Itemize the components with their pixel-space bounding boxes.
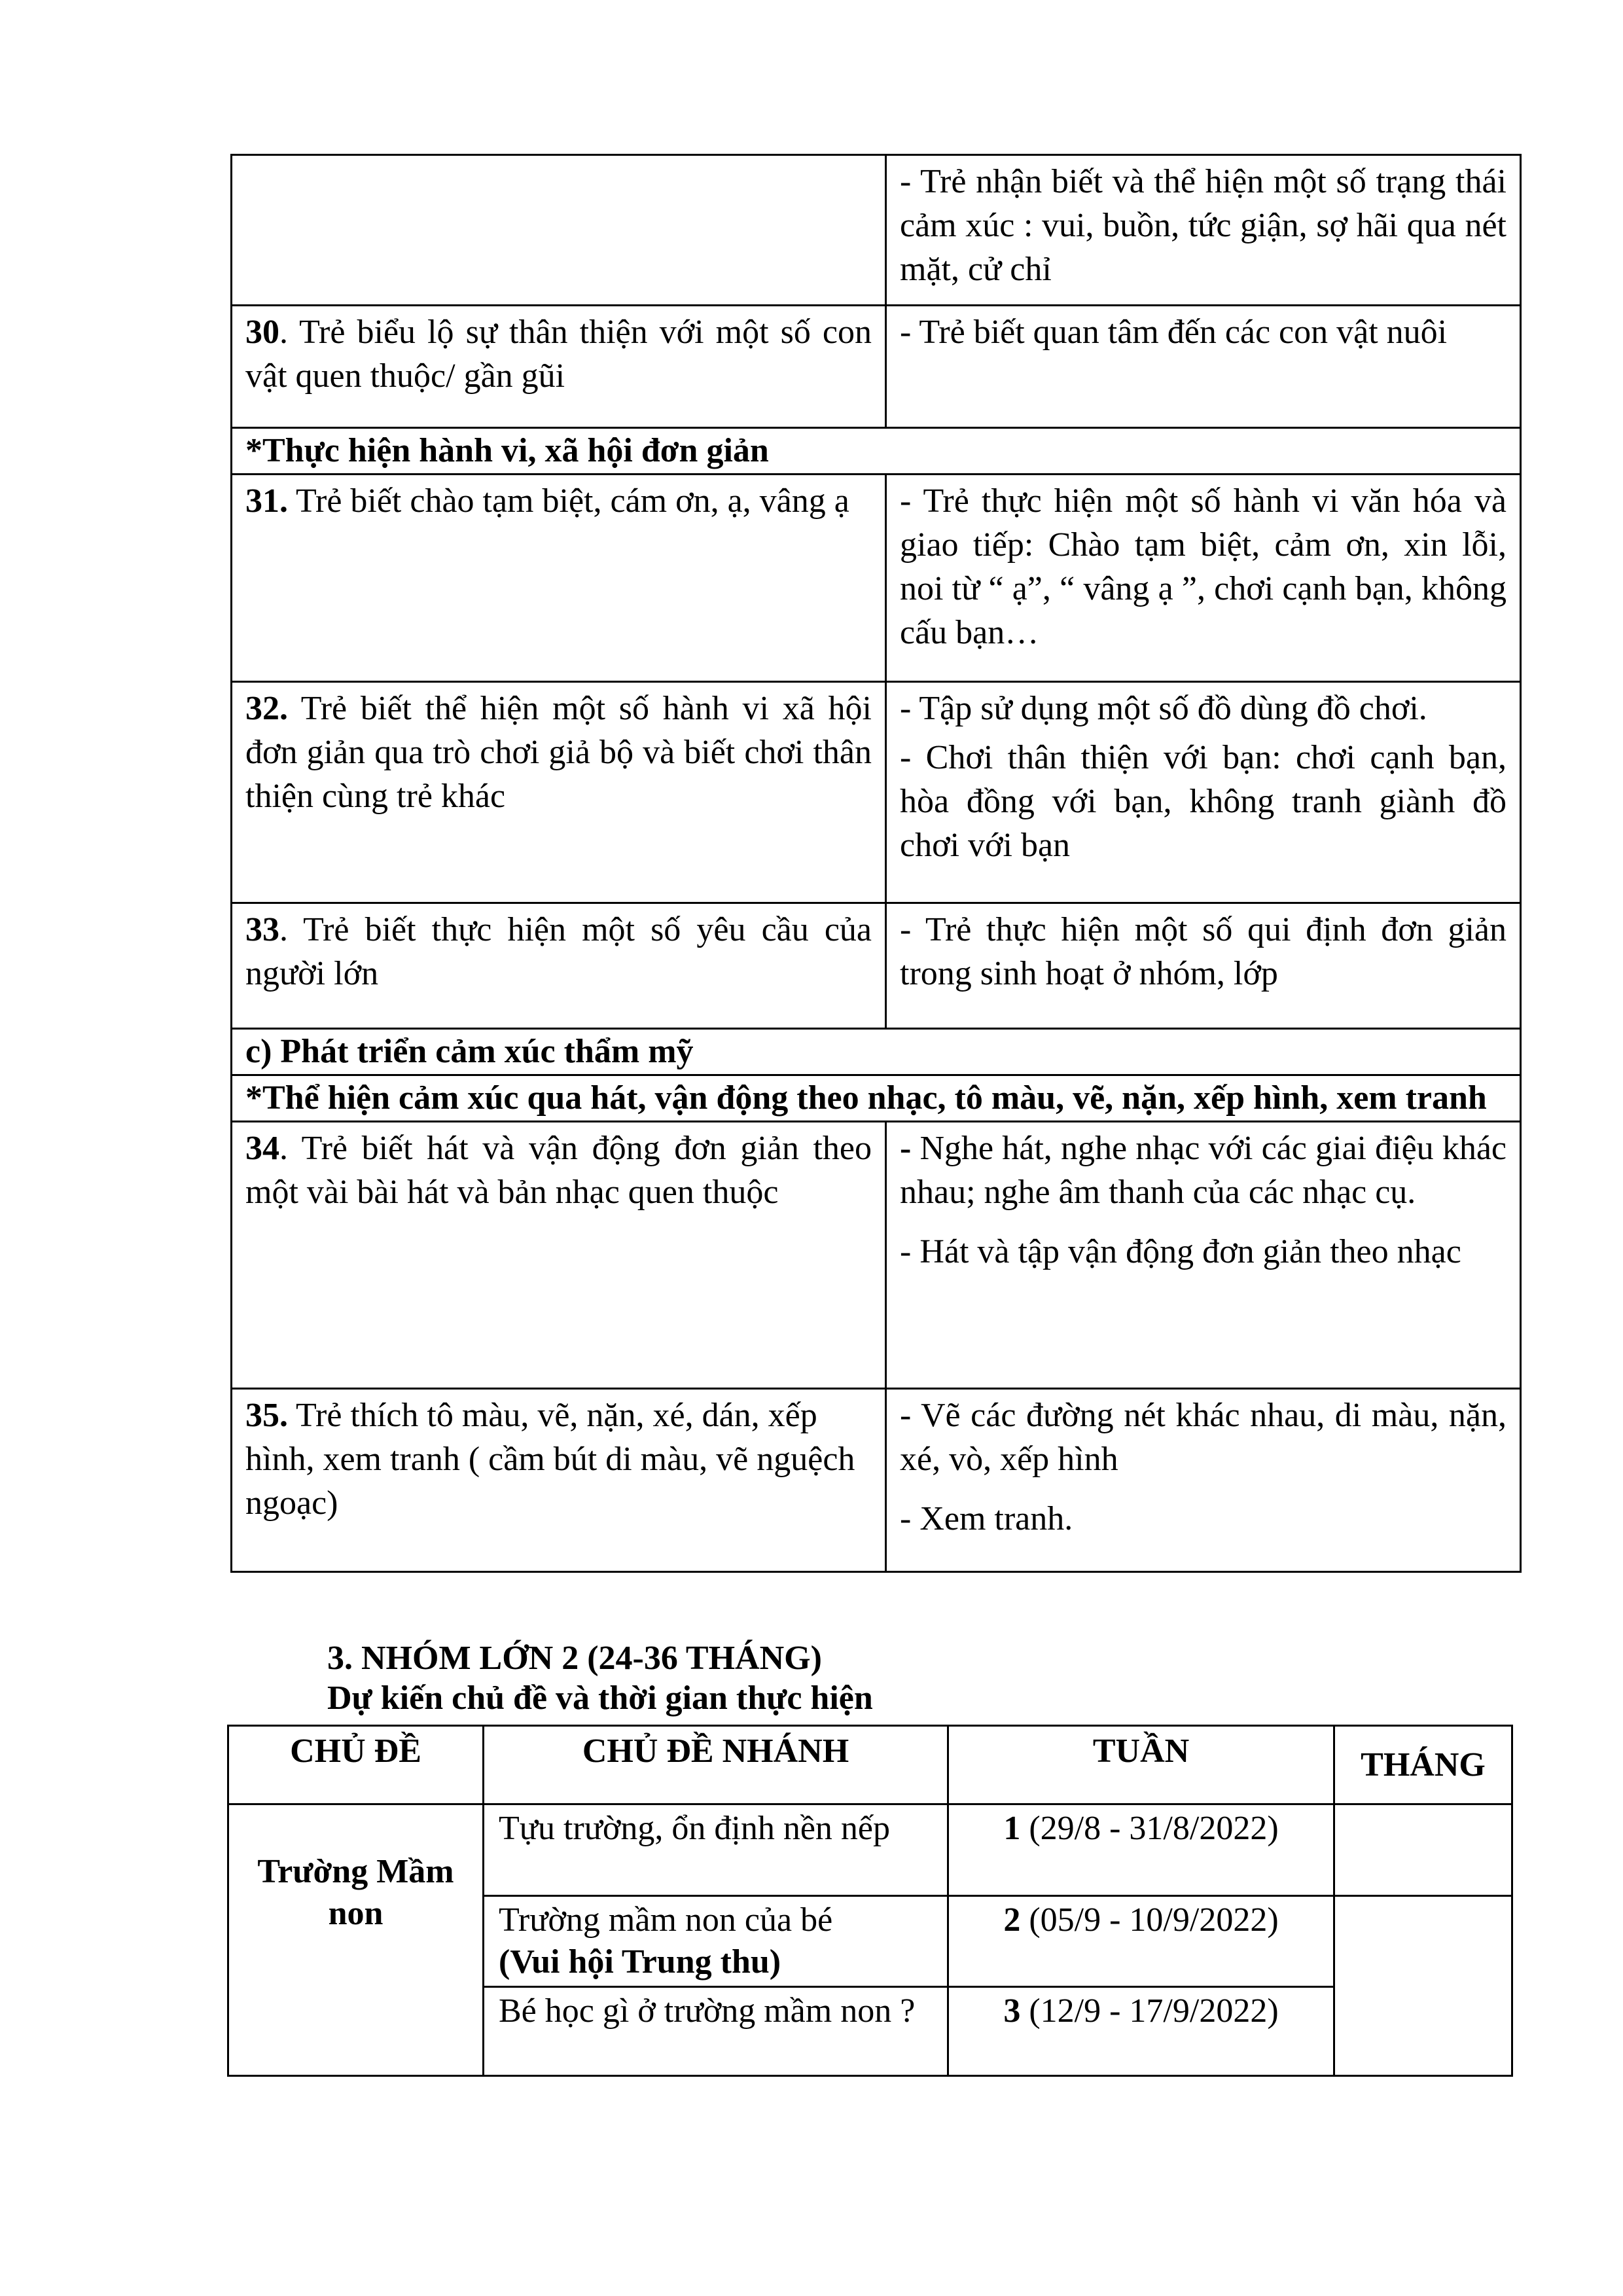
objective-cell [232, 155, 886, 306]
table-row [232, 1122, 1521, 1389]
week-cell: 1 (29/8 - 31/8/2022) [948, 1804, 1334, 1896]
branch-cell: Trường mầm non của bé (Vui hội Trung thu) [484, 1896, 948, 1987]
header-topic: CHỦ ĐỀ [228, 1726, 484, 1804]
section-header: *Thực hiện hành vi, xã hội đơn giản [232, 428, 1521, 475]
objective-cell: 35. Trẻ thích tô màu, vẽ, nặn, xé, dán, xếp hình, xem tranh ( cầm bút di màu, vẽ nguệch ngoạc) [232, 1389, 886, 1572]
section-header: *Thể hiện cảm xúc qua hát, vận động theo nhạc, tô màu, vẽ, nặn, xếp hình, xem tranh [232, 1075, 1521, 1122]
week-cell: 2 (05/9 - 10/9/2022) [948, 1896, 1334, 1987]
section-header: c) Phát triển cảm xúc thẩm mỹ [232, 1029, 1521, 1075]
objective-number: 34 [245, 1130, 279, 1167]
content-cell: - Tập sử dụng một số đồ dùng đồ chơi. - Chơi thân thiện với bạn: chơi cạnh bạn, hòa đồng với bạn, không tranh giành đồ chơi với bạn [886, 682, 1521, 903]
table-row [232, 903, 1521, 1029]
objective-number: 30 [245, 314, 279, 351]
section-header-row [232, 1075, 1521, 1122]
table-row [228, 1804, 1512, 1896]
section-header-row [232, 1029, 1521, 1075]
topic-cell: Trường Mầm non [228, 1804, 484, 2076]
objective-cell: 31. Trẻ biết chào tạm biệt, cám ơn, ạ, vâng ạ [232, 475, 886, 682]
week-cell: 3 (12/9 - 17/9/2022) [948, 1987, 1334, 2076]
objective-cell: 32. Trẻ biết thể hiện một số hành vi xã hội đơn giản qua trò chơi giả bộ và biết chơi thân thiện cùng trẻ khác [232, 682, 886, 903]
content-cell: - Trẻ thực hiện một số qui định đơn giản trong sinh hoạt ở nhóm, lớp [886, 903, 1521, 1029]
header-branch: CHỦ ĐỀ NHÁNH [484, 1726, 948, 1804]
content-cell: - Trẻ nhận biết và thể hiện một số trạng thái cảm xúc : vui, buồn, tức giận, sợ hãi qua nét mặt, cử chỉ [886, 155, 1521, 306]
header-month: THÁNG [1334, 1726, 1512, 1804]
objective-cell: 33. Trẻ biết thực hiện một số yêu cầu của người lớn [232, 903, 886, 1029]
header-row [228, 1726, 1512, 1804]
learning-objectives-table [230, 154, 1522, 1573]
objective-cell: 30. Trẻ biểu lộ sự thân thiện với một số con vật quen thuộc/ gần gũi [232, 306, 886, 428]
table-row [232, 306, 1521, 428]
content-cell: - Nghe hát, nghe nhạc với các giai điệu khác nhau; nghe âm thanh của các nhạc cụ. - Hát và tập vận động đơn giản theo nhạc [886, 1122, 1521, 1389]
content-cell: - Trẻ thực hiện một số hành vi văn hóa và giao tiếp: Chào tạm biệt, cảm ơn, xin lỗi, noi từ “ ạ”, “ vâng ạ ”, chơi cạnh bạn, không cấu bạn… [886, 475, 1521, 682]
branch-cell: Bé học gì ở trường mầm non ? [484, 1987, 948, 2076]
objective-number: 32. [245, 690, 288, 727]
branch-cell: Tựu trường, ổn định nền nếp [484, 1804, 948, 1896]
table-row [232, 155, 1521, 306]
content-cell: - Trẻ biết quan tâm đến các con vật nuôi [886, 306, 1521, 428]
section-title: 3. NHÓM LỚN 2 (24-36 THÁNG) [327, 1640, 822, 1677]
schedule-table [227, 1725, 1513, 2077]
header-week: TUẦN [948, 1726, 1334, 1804]
table-row [232, 475, 1521, 682]
objective-cell: 34. Trẻ biết hát và vận động đơn giản theo một vài bài hát và bản nhạc quen thuộc [232, 1122, 886, 1389]
objective-number: 33 [245, 911, 279, 948]
table-row [232, 682, 1521, 903]
objective-number: 31. [245, 482, 288, 520]
objective-number: 35. [245, 1397, 288, 1434]
table-row [232, 1389, 1521, 1572]
section-header-row [232, 428, 1521, 475]
content-cell: - Vẽ các đường nét khác nhau, di màu, nặn, xé, vò, xếp hình - Xem tranh. [886, 1389, 1521, 1572]
section-subtitle: Dự kiến chủ đề và thời gian thực hiện [327, 1679, 873, 1717]
month-cell [1334, 1804, 1512, 1896]
month-cell [1334, 1896, 1512, 2076]
